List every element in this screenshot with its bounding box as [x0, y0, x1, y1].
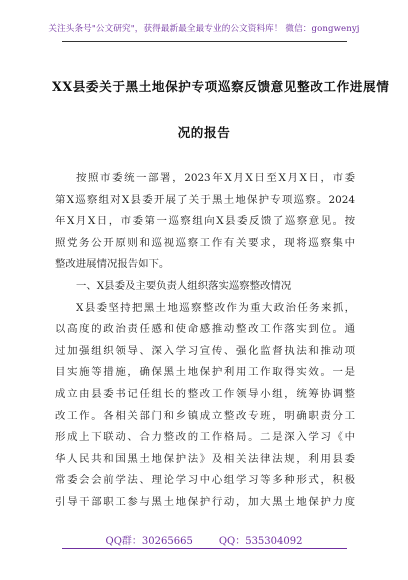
header-banner: 关注头条号"公文研究"，获得最新最全最专业的公文资料库！ 微信：gongwenyj [48, 24, 360, 34]
body-line: 成立由县委书记任组长的整改工作领导小组，统筹协调整 [55, 387, 355, 400]
footer-divider [62, 548, 347, 549]
footer-qq: QQ：535304092 [218, 536, 303, 547]
document-title-line-2: 况的报告 [177, 125, 231, 140]
document-title-line-1: XX县委关于黑土地保护专项巡察反馈意见整改工作进展情 [52, 79, 390, 94]
body-line: 以高度的政治责任感和使命感推动整改工作落实到位。通 [55, 323, 355, 336]
body-line: 引导干部职工参与黑土地保护行动，加大黑土地保护力度 [55, 495, 355, 508]
body-line: 照党务公开原则和巡视巡察工作有关要求，现将巡察集中 [55, 236, 355, 249]
footer-contact [0, 532, 408, 547]
body-line: 改工作。各相关部门和乡镇成立整改专班，明确职责分工 [55, 409, 355, 422]
section-heading: 一、X县委及主要负责人组织落实巡察整改情况 [76, 279, 292, 292]
body-line: 第X巡察组对X县委开展了关于黑土地保护专项巡察。2024 [55, 193, 355, 206]
header-divider [62, 41, 347, 42]
body-line: 整改进展情况报告如下。 [55, 258, 170, 271]
body-line: 年X月X日，市委第一巡察组向X县委反馈了巡察意见。按 [55, 215, 355, 228]
body-line: 形成上下联动、合力整改的工作格局。二是深入学习《中 [55, 431, 355, 444]
document-body [55, 168, 355, 514]
footer-qq-group: QQ群：30265665 [105, 536, 193, 547]
body-line: 按照市委统一部署，2023年X月X日至X月X日，市委 [76, 172, 355, 184]
body-line: 常委会会前学法、理论学习中心组学习等多种形式，积极 [55, 474, 355, 487]
body-line: 过加强组织领导、深入学习宣传、强化监督执法和推动项 [55, 344, 355, 357]
body-line: 目实施等措施，确保黑土地保护利用工作取得实效。一是 [55, 366, 355, 379]
body-line: 华人民共和国黑土地保护法》及相关法律法规，利用县委 [55, 452, 355, 465]
body-line: X县委坚持把黑土地巡察整改作为重大政治任务来抓， [76, 301, 355, 314]
